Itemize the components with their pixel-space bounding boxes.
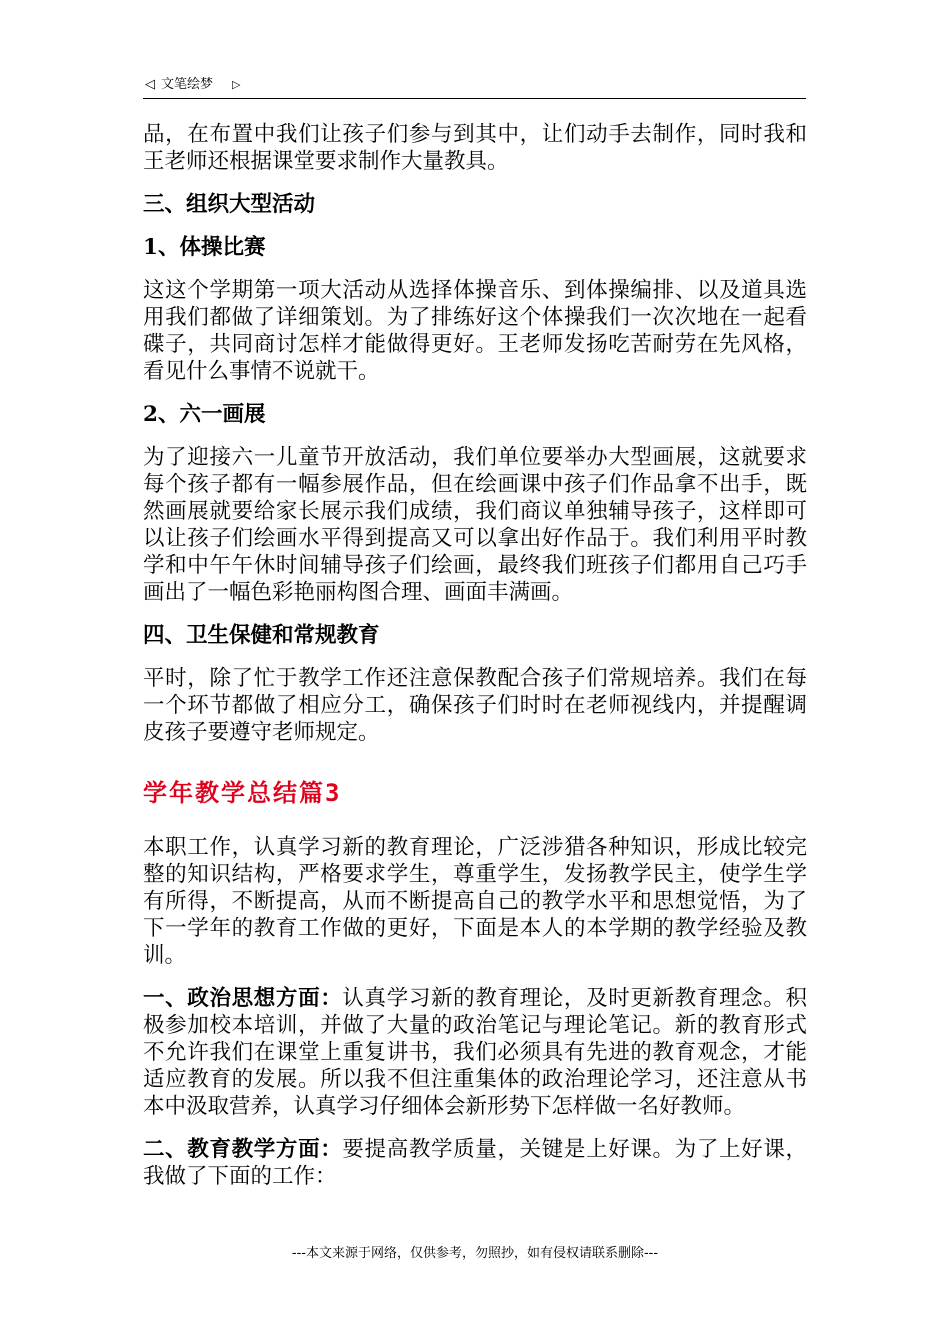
page-header: [143, 74, 806, 99]
header-brand: 文笔绘梦: [161, 77, 214, 92]
left-triangle-icon: ◁: [145, 77, 155, 92]
paragraph-political: [143, 985, 807, 1120]
paragraph-teaching: [143, 1136, 807, 1190]
teaching-text: 要提高教学质量，关键是上好课。为了上好课，我做了下面的工作：: [143, 1137, 807, 1189]
paragraph-health-education: 平时，除了忙于教学工作还注意保教配合孩子们常规培养。我们在每一个环节都做了相应分工，确保孩子们时时在老师视线内，并提醒调皮孩子要遵守老师规定。: [143, 666, 807, 745]
page-footer: ---本文来源于网络，仅供参考，勿照抄，如有侵权请联系删除---: [291, 1246, 659, 1261]
heading-organize-activities: 三、组织大型活动: [143, 192, 316, 217]
political-lead: 一、政治思想方面：: [143, 986, 343, 1011]
heading-gymnastics: 1、体操比赛: [143, 235, 266, 260]
right-triangle-icon: ▷: [232, 78, 241, 91]
heading-art-exhibition: 2、六一画展: [143, 402, 266, 427]
political-text: 认真学习新的教育理论，及时更新教育理念。积极参加校本培训，并做了大量的政治笔记与理论笔记。新的教育形式不允许我们在课堂上重复讲书，我们必须具有先进的教育观念，才能适应教育的发展。所以我不但注重集体的政治理论学习，还注意从书本中汲取营养，认真学习仔细体会新形势下怎样做一名好教师。: [143, 986, 807, 1119]
paragraph-summary-intro: 本职工作，认真学习新的教育理论，广泛涉猎各种知识，形成比较完整的知识结构，严格要求学生，尊重学生，发扬教学民主，使学生学有所得，不断提高，从而不断提高自己的教学水平和思想觉悟，为了下一学年的教育工作做的更好，下面是本人的本学期的教学经验及教训。: [143, 835, 807, 968]
heading-health-education: 四、卫生保健和常规教育: [143, 623, 380, 648]
paragraph-continuation: 品，在布置中我们让孩子们参与到其中，让们动手去制作，同时我和王老师还根据课堂要求制作大量教具。: [143, 122, 807, 174]
paragraph-gymnastics: 这这个学期第一项大活动从选择体操音乐、到体操编排、以及道具选用我们都做了详细策划。为了排练好这个体操我们一次次地在一起看碟子，共同商讨怎样才能做得更好。王老师发扬吃苦耐劳在先风格，看见什么事情不说就干。: [143, 278, 807, 384]
paragraph-art-exhibition: 为了迎接六一儿童节开放活动，我们单位要举办大型画展，这就要求每个孩子都有一幅参展作品，但在绘画课中孩子们作品拿不出手，既然画展就要给家长展示我们成绩，我们商议单独辅导孩子，这样即可以让孩子们绘画水平得到提高又可以拿出好作品于。我们利用平时教学和中午午休时间辅导孩子们绘画，最终我们班孩子们都用自己巧手画出了一幅色彩艳丽构图合理、画面丰满画。: [143, 445, 807, 605]
teaching-lead: 二、教育教学方面：: [143, 1137, 343, 1162]
document-body: [143, 121, 807, 1190]
section-title: 学年教学总结篇3: [143, 779, 342, 807]
